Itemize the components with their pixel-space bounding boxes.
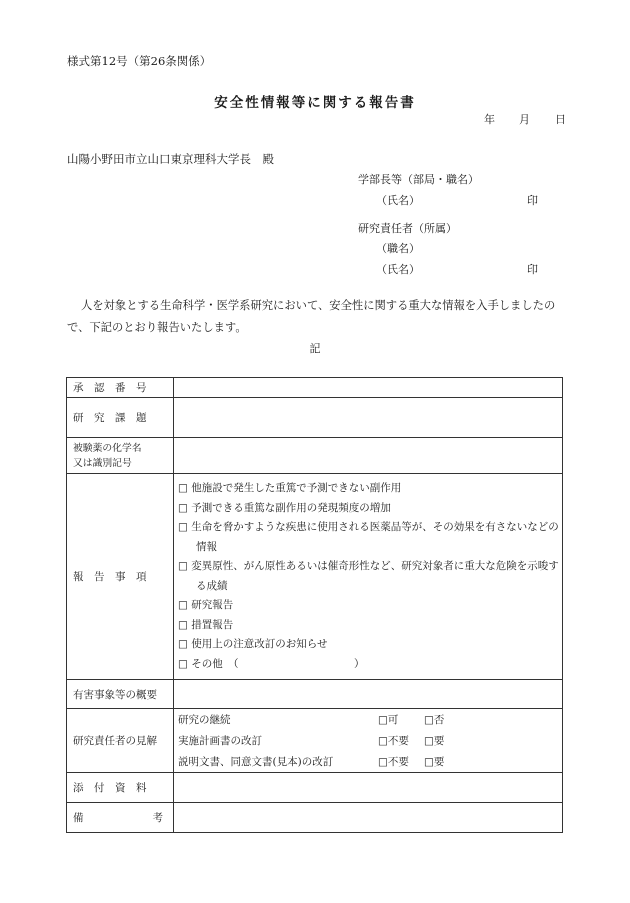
pi-opinion-options [174,709,563,773]
opinion-option-needed[interactable]: □要 [424,735,445,747]
page-title: 安全性情報等に関する報告書 [214,95,416,111]
date-month-label: 月 [519,113,530,126]
opinion-label: 実施計画書の改訂 [178,735,262,747]
report-items-list [174,474,563,680]
opinion-label: 研究の継続 [178,714,231,726]
opinion-consent-revision [178,751,562,772]
dept-head-label: 学部長等（部局・職名） [358,173,479,186]
opinion-protocol-revision [178,730,562,751]
opinion-option-not-needed[interactable]: □不要 [378,756,409,768]
pi-position-label: （職名） [376,242,420,255]
opinion-option-not-needed[interactable]: □不要 [378,735,409,747]
body-paragraph: 人を対象とする生命科学・医学系研究において、安全性に関する重大な情報を入手しましたので、下記のとおり報告いたします。 [67,299,556,334]
attachments-label: 添 付 資 料 [67,773,174,803]
report-item-checkbox[interactable]: □ 生命を脅かすような疾患に使用される医薬品等が、その効果を有さないなどの情報 [178,521,559,553]
date-year-label: 年 [484,113,495,126]
research-topic-field[interactable] [174,398,563,438]
remarks-field[interactable] [174,803,563,833]
drug-name-field[interactable] [174,438,563,474]
dept-head-seal: 印 [527,194,538,207]
addressee: 山陽小野田市立山口東京理科大学長 殿 [67,152,274,166]
row-pi-opinion [67,709,563,773]
row-drug-name [67,438,563,474]
opinion-option-yes[interactable]: □可 [378,714,399,726]
ki-label: 記 [309,342,321,355]
form-number: 様式第12号（第26条関係） [67,54,212,68]
attachments-field[interactable] [174,773,563,803]
row-adverse-event [67,680,563,709]
approval-number-label: 承 認 番 号 [67,378,174,398]
date-day-label: 日 [555,113,566,126]
opinion-continue [178,709,562,730]
pi-opinion-label: 研究責任者の見解 [67,709,174,773]
row-remarks [67,803,563,833]
research-topic-label: 研 究 課 題 [67,398,174,438]
report-item-checkbox[interactable]: □ 変異原性、がん原性あるいは催奇形性など、研究対象者に重大な危険を示唆する成績 [178,560,559,592]
report-item-checkbox[interactable]: □ その他 （ ） [178,657,365,670]
report-item-checkbox[interactable]: □ 予測できる重篤な副作用の発現頻度の増加 [178,501,391,514]
dept-head-name-label: （氏名） [376,194,420,207]
report-item-checkbox[interactable]: □ 他施設で発生した重篤で予測できない副作用 [178,482,402,494]
adverse-event-label: 有害事象等の概要 [67,680,174,709]
remarks-label: 備 考 [67,803,174,833]
report-item-checkbox[interactable]: □ 措置報告 [178,618,234,631]
report-table [66,377,563,833]
pi-seal: 印 [527,263,538,276]
report-item-checkbox[interactable]: □ 使用上の注意改訂のお知らせ [178,638,328,650]
pi-name-label: （氏名） [376,263,420,276]
opinion-option-needed[interactable]: □要 [424,756,445,768]
drug-name-label: 被験薬の化学名 又は識別記号 [67,438,174,474]
opinion-option-no[interactable]: □否 [424,714,445,726]
row-approval-number [67,378,563,398]
row-attachments [67,773,563,803]
approval-number-field[interactable] [174,378,563,398]
report-item-checkbox[interactable]: □ 研究報告 [178,599,234,611]
opinion-label: 説明文書、同意文書(見本)の改訂 [178,756,334,768]
report-items-label: 報 告 事 項 [67,474,174,680]
row-research-topic [67,398,563,438]
row-report-items [67,474,563,680]
pi-affiliation-label: 研究責任者（所属） [358,222,457,235]
adverse-event-field[interactable] [174,680,563,709]
